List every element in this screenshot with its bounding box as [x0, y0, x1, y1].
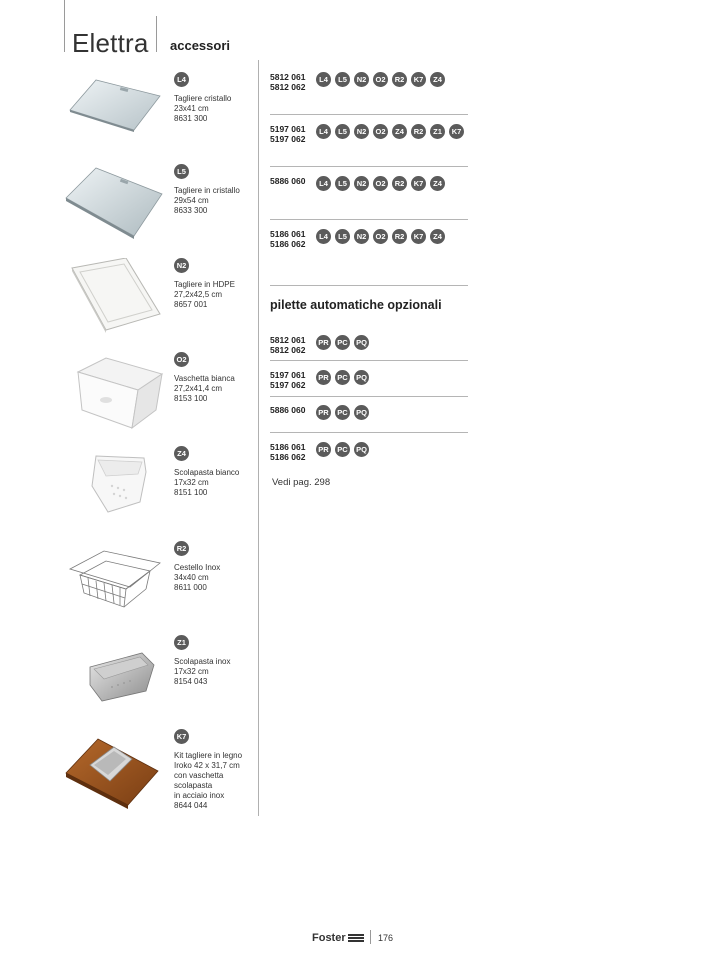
accessory-badge: N2 — [354, 124, 369, 139]
row-divider — [270, 114, 468, 115]
accessory-badges — [316, 176, 445, 191]
row-divider — [270, 432, 468, 433]
glass-cutting-board-icon — [62, 164, 166, 252]
sink-codes: 5186 061 5186 062 — [270, 229, 306, 249]
wire-basket-icon — [62, 541, 166, 629]
drain-badge: PC — [335, 335, 350, 350]
accessory-badge: Z4 — [430, 176, 445, 191]
accessory-badge: L5 — [335, 176, 350, 191]
product-description: Cestello Inox 34x40 cm 8611 000 — [174, 563, 221, 592]
white-basin-icon — [62, 352, 166, 440]
white-colander-icon — [62, 446, 166, 534]
accessory-badge: O2 — [373, 72, 388, 87]
header-rule-middle — [156, 16, 157, 52]
accessory-badge: R2 — [392, 176, 407, 191]
accessory-badge: L4 — [316, 229, 331, 244]
drain-badge: PR — [316, 442, 331, 457]
drain-badges — [316, 405, 369, 420]
product-item-z1 — [62, 635, 258, 727]
drain-badges — [316, 335, 369, 350]
accessory-badge: O2 — [373, 124, 388, 139]
accessory-badge: Z4 — [430, 229, 445, 244]
product-code-badge: Z4 — [174, 446, 189, 461]
row-divider — [270, 219, 468, 220]
brand-logo: Foster — [312, 932, 346, 944]
product-code-badge: R2 — [174, 541, 189, 556]
column-separator — [258, 60, 259, 816]
drain-badge: PR — [316, 370, 331, 385]
row-divider — [270, 166, 468, 167]
accessory-badges — [316, 229, 445, 244]
accessory-badges — [316, 124, 464, 139]
product-description: Tagliere in HDPE 27,2x42,5 cm 8657 001 — [174, 280, 235, 309]
accessory-badge: L4 — [316, 72, 331, 87]
sink-codes: 5197 061 5197 062 — [270, 124, 306, 144]
drain-badge: PQ — [354, 442, 369, 457]
accessory-badge: K7 — [411, 229, 426, 244]
product-code-badge: L4 — [174, 72, 189, 87]
row-divider — [270, 285, 468, 286]
sink-codes: 5186 061 5186 062 — [270, 442, 306, 462]
accessory-badge: Z4 — [430, 72, 445, 87]
accessory-badge: O2 — [373, 229, 388, 244]
product-item-k7 — [62, 729, 258, 819]
product-code-badge: K7 — [174, 729, 189, 744]
glass-cutting-board-icon — [62, 72, 166, 160]
product-item-z4 — [62, 446, 258, 538]
product-item-n2 — [62, 258, 258, 350]
sink-codes: 5886 060 — [270, 405, 306, 415]
accessory-badge: N2 — [354, 176, 369, 191]
product-description: Tagliere cristallo 23x41 cm 8631 300 — [174, 94, 232, 123]
accessory-badge: R2 — [392, 229, 407, 244]
product-item-l4 — [62, 72, 258, 164]
drain-badges — [316, 370, 369, 385]
drain-badges — [316, 442, 369, 457]
accessory-badges — [316, 72, 445, 87]
product-item-l5 — [62, 164, 258, 256]
sink-codes: 5886 060 — [270, 176, 306, 186]
accessory-badge: K7 — [411, 72, 426, 87]
sink-codes: 5812 061 5812 062 — [270, 335, 306, 355]
accessory-badge: L4 — [316, 176, 331, 191]
page-reference-note: Vedi pag. 298 — [272, 477, 331, 488]
accessory-badge: L5 — [335, 124, 350, 139]
hdpe-cutting-board-icon — [62, 258, 166, 346]
accessory-badge: K7 — [449, 124, 464, 139]
sink-codes: 5197 061 5197 062 — [270, 370, 306, 390]
page-number: 176 — [378, 933, 394, 943]
steel-colander-icon — [62, 635, 166, 723]
accessory-badge: Z1 — [430, 124, 445, 139]
product-item-r2 — [62, 541, 258, 633]
row-divider — [270, 396, 468, 397]
product-description: Tagliere in cristallo 29x54 cm 8633 300 — [174, 186, 240, 215]
drain-badge: PQ — [354, 335, 369, 350]
product-item-o2 — [62, 352, 258, 444]
brand-stripes-icon — [348, 934, 364, 942]
accessory-badge: K7 — [411, 176, 426, 191]
accessory-badge: R2 — [392, 72, 407, 87]
footer-divider — [370, 930, 371, 944]
accessory-badge: O2 — [373, 176, 388, 191]
drain-badge: PC — [335, 370, 350, 385]
product-code-badge: N2 — [174, 258, 189, 273]
accessory-badge: N2 — [354, 72, 369, 87]
product-description: Scolapasta bianco 17x32 cm 8151 100 — [174, 468, 240, 497]
drain-badge: PC — [335, 442, 350, 457]
accessory-badge: N2 — [354, 229, 369, 244]
sink-codes: 5812 061 5812 062 — [270, 72, 306, 92]
accessory-badge: R2 — [411, 124, 426, 139]
drain-badge: PQ — [354, 405, 369, 420]
drain-badge: PQ — [354, 370, 369, 385]
drain-badge: PR — [316, 335, 331, 350]
product-description: Vaschetta bianca 27,2x41,4 cm 8153 100 — [174, 374, 235, 403]
wood-board-kit-icon — [62, 729, 166, 817]
accessory-badge: L5 — [335, 229, 350, 244]
section-title: pilette automatiche opzionali — [270, 298, 442, 312]
accessory-badge: L4 — [316, 124, 331, 139]
accessory-badge: L5 — [335, 72, 350, 87]
drain-badge: PC — [335, 405, 350, 420]
header-rule-left — [64, 0, 65, 52]
product-code-badge: L5 — [174, 164, 189, 179]
product-description: Scolapasta inox 17x32 cm 8154 043 — [174, 657, 231, 686]
accessory-badge: Z4 — [392, 124, 407, 139]
drain-badge: PR — [316, 405, 331, 420]
product-code-badge: O2 — [174, 352, 189, 367]
page-title: Elettra — [72, 28, 149, 58]
page-subtitle: accessori — [170, 38, 230, 53]
row-divider — [270, 360, 468, 361]
product-description: Kit tagliere in legno Iroko 42 x 31,7 cm con vaschetta scolapasta in acciaio inox 8644 044 — [174, 751, 243, 810]
product-code-badge: Z1 — [174, 635, 189, 650]
